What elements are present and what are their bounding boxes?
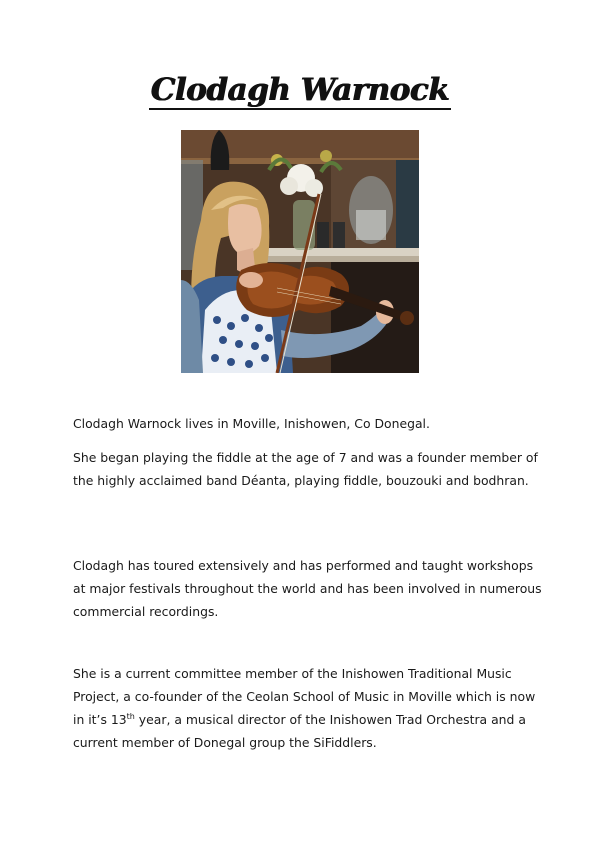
page-title-text: Clodagh Warnock (150, 72, 450, 108)
bio-text-2: She began playing the fiddle at the age of 7 and was a founder member of the highly acclaimed band Déanta, playing fiddle, bouzouki and bodhran. (73, 450, 538, 488)
page-title (0, 72, 600, 110)
fiddle-player-image (181, 130, 419, 373)
bio-paragraph-2 (73, 446, 543, 492)
ordinal-suffix: th (126, 711, 135, 721)
bio-text-4-part-a: She is a current committee member of the Inishowen Traditional Music Project, a co-founder of the Ceolan School of Music in Moville which is now in it’s 13 (73, 666, 536, 727)
bio-text-3: Clodagh has toured extensively and has performed and taught workshops at major festivals throughout the world and has been involved in numerous commercial recordings. (73, 558, 542, 619)
portrait-photo (181, 130, 419, 373)
bio-paragraph-1 (73, 412, 543, 435)
bio-text-1: Clodagh Warnock lives in Moville, Inishowen, Co Donegal. (73, 416, 430, 431)
bio-paragraph-3 (73, 554, 543, 623)
bio-text-4-part-b: year, a musical director of the Inishowen Trad Orchestra and a current member of Donegal group the SiFiddlers. (73, 712, 526, 750)
bio-paragraph-4 (73, 662, 543, 754)
bio-text-4 (73, 662, 543, 754)
